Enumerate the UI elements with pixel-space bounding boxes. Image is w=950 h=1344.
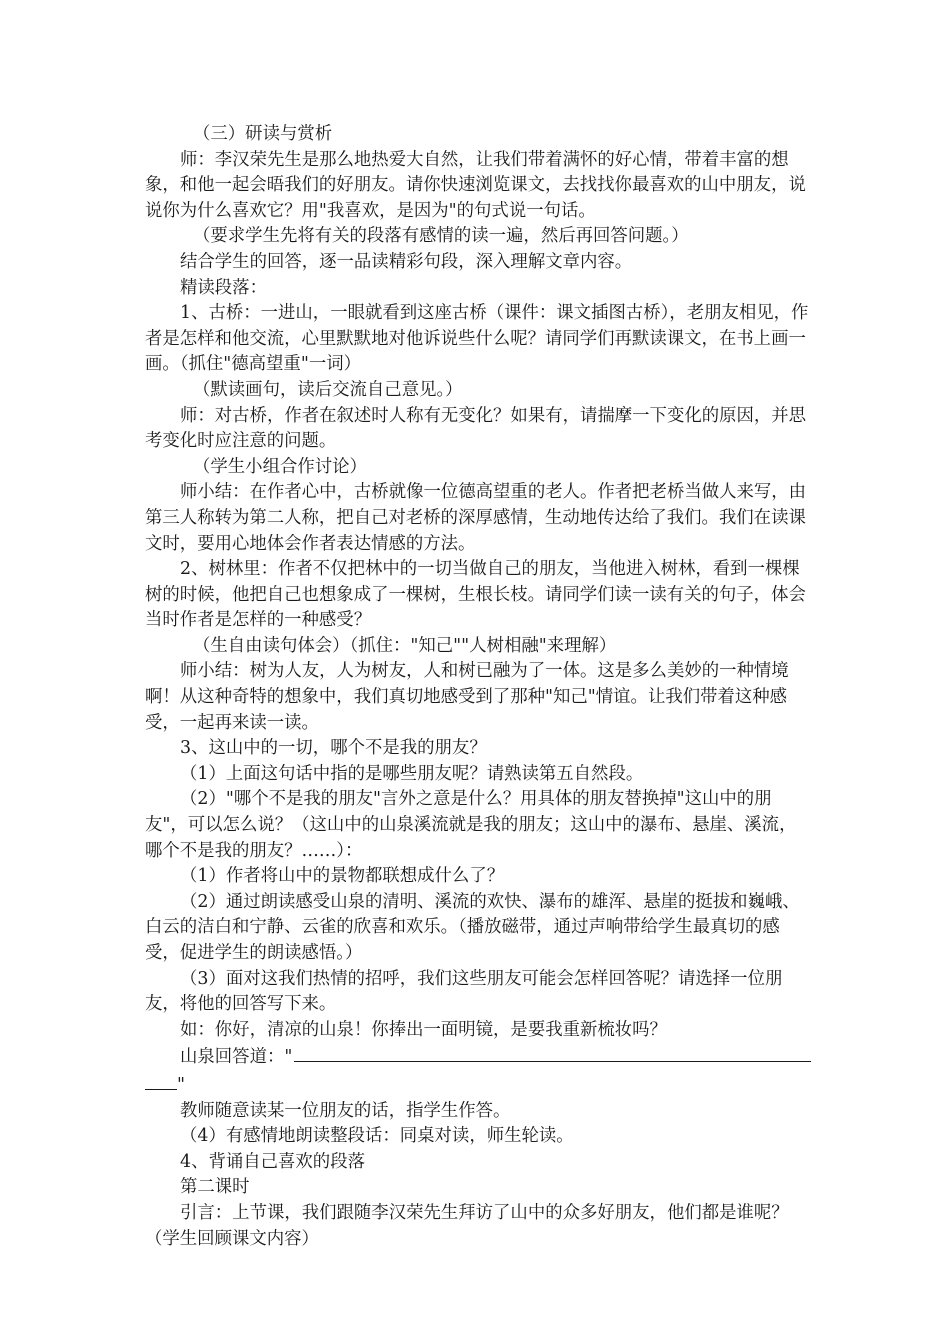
document-body [145, 122, 811, 1252]
paragraph: 1、古桥：一进山，一眼就看到这座古桥（课件：课文插图古桥），老朋友相见，作者是怎样和他交流，心里默默地对他诉说些什么呢？请同学们再默读课文，在书上画一画。（抓住"德高望重"一词） [145, 303, 809, 375]
paragraph: 如：你好，清凉的山泉！你捧出一面明镜，是要我重新梳妆吗？ [180, 1019, 667, 1040]
paragraph: （4）有感情地朗读整段话：同桌对读，师生轮读。 [180, 1126, 574, 1147]
paragraph: （要求学生先将有关的段落有感情的读一遍，然后再回答问题。） [193, 226, 689, 247]
paragraph: 师小结：在作者心中，古桥就像一位德高望重的老人。作者把老桥当做人来写，由第三人称转为第二人称，把自己对老桥的深厚感情，生动地传达给了我们。我们在读课文时，要用心地体会作者表达情感的方法。 [145, 482, 807, 554]
paragraph: （2）通过朗读感受山泉的清明、溪流的欢快、瀑布的雄浑、悬崖的挺拔和巍峨、白云的洁白和宁静、云雀的欣喜和欢乐。（播放磁带，通过声响带给学生最真切的感受，促进学生的朗读感悟。） [145, 891, 800, 963]
answer-underline [294, 1043, 811, 1062]
paragraph: 结合学生的回答，逐一品读精彩句段，深入理解文章内容。 [180, 251, 633, 272]
paragraph: （默读画句，读后交流自己意见。） [193, 379, 463, 400]
answer-underline-continued [145, 1071, 177, 1090]
paragraph: 引言：上节课，我们跟随李汉荣先生拜访了山中的众多好朋友，他们都是谁呢？（学生回顾课文内容） [145, 1202, 789, 1249]
paragraph: （学生小组合作讨论） [193, 456, 367, 477]
paragraph: 4、背诵自己喜欢的段落 [180, 1151, 365, 1172]
answer-close-quote: " [177, 1074, 185, 1095]
paragraph: 师：对古桥，作者在叙述时人称有无变化？如果有，请揣摩一下变化的原因，并思考变化时应注意的问题。 [145, 405, 807, 452]
paragraph: 师：李汉荣先生是那么地热爱大自然，让我们带着满怀的好心情，带着丰富的想象，和他一起会晤我们的好朋友。请你快速浏览课文，去找找你最喜欢的山中朋友，说说你为什么喜欢它？用"我喜欢，是因为"的句式说一句话。 [145, 149, 806, 221]
paragraph: （生自由读句体会）（抓住："知己""人树相融"来理解） [193, 635, 617, 656]
answer-blank-end [145, 1071, 811, 1099]
paragraph: 2、树林里：作者不仅把林中的一切当做自己的朋友，当他进入树林，看到一棵棵树的时候，他把自己也想象成了一棵树，生根长枝。请同学们读一读有关的句子，体会当时作者是怎样的一种感受？ [145, 559, 806, 631]
paragraph: （1）上面这句话中指的是哪些朋友呢？请熟读第五自然段。 [180, 763, 644, 784]
section-heading: （三）研读与赏析 [193, 124, 333, 144]
paragraph: （3）面对这我们热情的招呼，我们这些朋友可能会怎样回答呢？请选择一位朋友，将他的回答写下来。 [145, 968, 783, 1015]
paragraph: （2）"哪个不是我的朋友"言外之意是什么？用具体的朋友替换掉"这山中的朋友"，可以怎么说？（这山中的山泉溪流就是我的朋友；这山中的瀑布、悬崖、溪流，哪个不是我的朋友？……）： [145, 789, 797, 861]
paragraph: 师小结：树为人友，人为树友，人和树已融为了一体。这是多么美妙的一种情境啊！从这种奇特的想象中，我们真切地感受到了那种"知己"情谊。让我们带着这种感受，一起再来读一读。 [145, 661, 789, 733]
paragraph: 教师随意读某一位朋友的话，指学生作答。 [180, 1100, 511, 1121]
answer-prompt: 山泉回答道：" [180, 1047, 293, 1068]
paragraph: 精读段落： [180, 277, 267, 298]
answer-blank-line [145, 1043, 811, 1071]
paragraph: （1）作者将山中的景物都联想成什么了？ [180, 866, 505, 887]
paragraph: 3、这山中的一切，哪个不是我的朋友？ [180, 738, 487, 759]
lesson-heading: 第二课时 [180, 1177, 250, 1198]
